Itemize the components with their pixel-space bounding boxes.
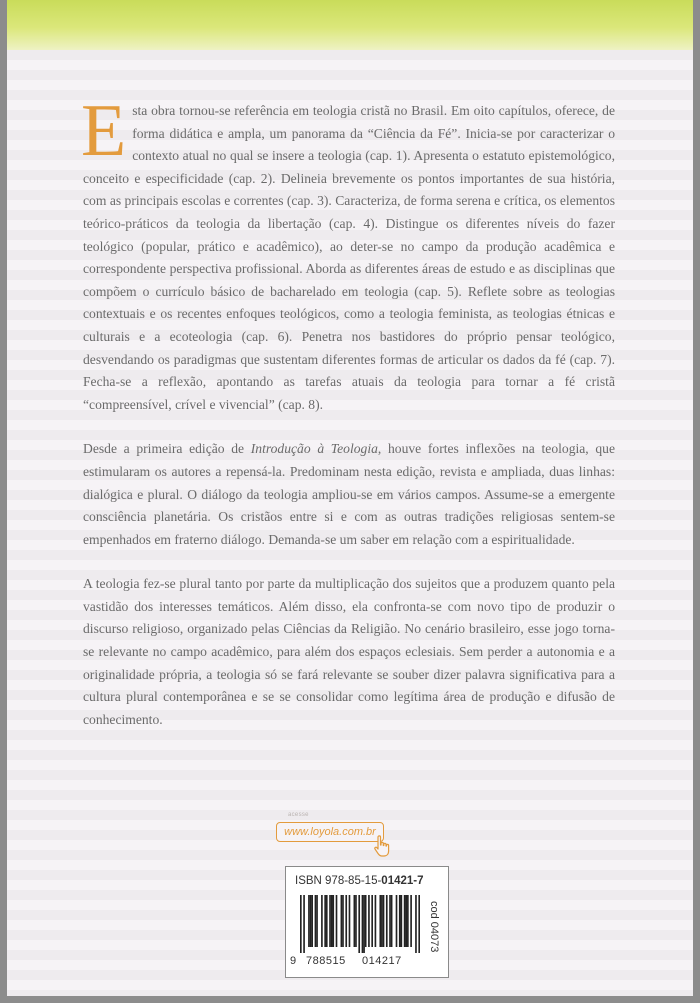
barcode-bar: [399, 895, 401, 947]
product-code: cod 04073: [428, 901, 440, 953]
barcode-digit-group-2: 014217: [362, 955, 402, 967]
back-cover-text: [81, 90, 616, 731]
barcode-bar: [303, 895, 305, 953]
barcode-bar: [331, 895, 333, 947]
barcode-bar: [341, 895, 343, 947]
barcode-bar: [300, 895, 302, 953]
barcode-bar: [362, 895, 364, 953]
barcode-bar: [310, 895, 312, 947]
paragraph-2: [83, 438, 615, 551]
barcode-bar: [342, 895, 344, 947]
barcode-bar: [329, 895, 331, 947]
isbn-label: [295, 875, 424, 887]
barcode-bar: [371, 895, 373, 947]
barcode-bar: [418, 895, 420, 953]
isbn-bold: 01421-7: [381, 875, 424, 887]
paragraph-2-text-after: , houve fortes inflexões na teologia, que estimularam os autores a repensá-la. Predominam nesta edição, revista e ampliada, duas linhas: dialógica e plural. O diálogo da teologia ampliou-se em vários campos. Assume-se a emergente consciência planetária. Os cristãos entre si e com as outras tradições religiosas sentem-se empenhados em fraterno diálogo. Demanda-se um saber em relação com a espiritualidade.: [83, 441, 616, 547]
back-cover: [7, 0, 693, 996]
paragraph-1: [81, 90, 615, 416]
book-title-italic: Introdução à Teologia: [250, 441, 378, 457]
barcode-bar: [349, 895, 351, 947]
website-badge[interactable]: [276, 812, 396, 862]
barcode-bar: [358, 895, 360, 953]
barcode-bar: [355, 895, 357, 947]
paragraph-3: [83, 573, 615, 731]
barcode-bar: [324, 895, 326, 947]
barcode-bar: [365, 895, 367, 947]
barcode-bar: [316, 895, 318, 947]
barcode-bar: [386, 895, 388, 947]
website-label: acesse: [288, 812, 309, 818]
barcode-bar: [326, 895, 328, 947]
barcode-bar: [389, 895, 391, 947]
paragraph-2-text-before: Desde a primeira edição de: [83, 441, 251, 457]
barcode-bar: [404, 895, 406, 947]
barcode-digit-group-1: 788515: [306, 955, 346, 967]
barcode-bar: [401, 895, 403, 947]
barcode-bar: [368, 895, 370, 947]
barcode-bar: [332, 895, 334, 947]
paragraph-1-text: sta obra tornou-se referência em teologia cristã no Brasil. Em oito capítulos, oferece, de forma didática e ampla, um panorama da “Ciência da Fé”. Inicia-se por caracterizar o contexto atual no qual se insere a teologia (cap. 1). Apresenta o estatuto epistemológico, conceito e especificidade (cap. 2). Delineia brevemente os pontos importantes de sua história, com as principais escolas e correntes (cap. 3). Caracteriza, de forma serena e crítica, os elementos teórico-práticos da teologia da libertação (cap. 4). Distingue os diferentes níveis do fazer teológico (popular, prático e acadêmico), ao deter-se no campo da produção acadêmica e correspondente perspectiva profissional. Aborda as diferentes áreas de estudo e as disciplinas que compõem o currículo básico de bacharelado em teologia (cap. 5). Reflete sobre as teologias contextuais e os recentes enfoques teológicos, como a teologia feminista, as teologias étnicas e culturais e a ecoteologia (cap. 6). Penetra nos bastidores do próprio pensar teológico, desvendando os paradigmas que sustentam diferentes formas de articular os dados da fé (cap. 7). Fecha-se a reflexão, apontando as tarefas atuais da teologia para tornar a fé cristã “compreensível, crível e vivencial” (cap. 8).: [83, 103, 615, 412]
barcode-bar: [379, 895, 381, 947]
pointing-hand-icon: [372, 834, 394, 858]
drop-cap: E: [81, 90, 127, 172]
barcode-bar: [363, 895, 365, 953]
paragraph-3-text: A teologia fez-se plural tanto por parte da multiplicação dos sujeitos que a produzem quanto pela vastidão dos interesses temáticos. Além disso, ela confronta-se com novo tipo de produzir o discurso religioso, organizado pelas Ciências da Religião. No cenário brasileiro, esse jogo torna-se relevante no campo acadêmico, para além dos espaços eclesiais. Sem perder a autonomia e a originalidade própria, a teologia só se fará relevante se souber dizer palavra significativa para a cultura plural contemporânea e se se consolidar como legítima área de produção e difusão de conhecimento.: [83, 576, 615, 727]
isbn-barcode-box: [285, 866, 449, 978]
website-link[interactable]: www.loyola.com.br: [276, 822, 384, 842]
barcode-bar: [321, 895, 323, 947]
barcode-bar: [410, 895, 412, 947]
barcode-bar: [391, 895, 393, 947]
barcode-bar: [345, 895, 347, 947]
barcode-bar: [407, 895, 409, 947]
barcode-bar: [311, 895, 313, 947]
barcode-bar: [354, 895, 356, 947]
barcode: [300, 895, 420, 953]
isbn-prefix: ISBN 978-85-15-: [295, 875, 382, 887]
barcode-bar: [308, 895, 310, 947]
barcode-bar: [375, 895, 377, 947]
barcode-bar: [396, 895, 398, 947]
top-color-band: [7, 0, 693, 50]
barcode-bar: [383, 895, 385, 947]
barcode-bar: [336, 895, 338, 947]
barcode-bar: [415, 895, 417, 953]
barcode-digit-lead: 9: [290, 955, 297, 967]
barcode-bar: [405, 895, 407, 947]
barcode-bar: [381, 895, 383, 947]
barcode-bar: [315, 895, 317, 947]
